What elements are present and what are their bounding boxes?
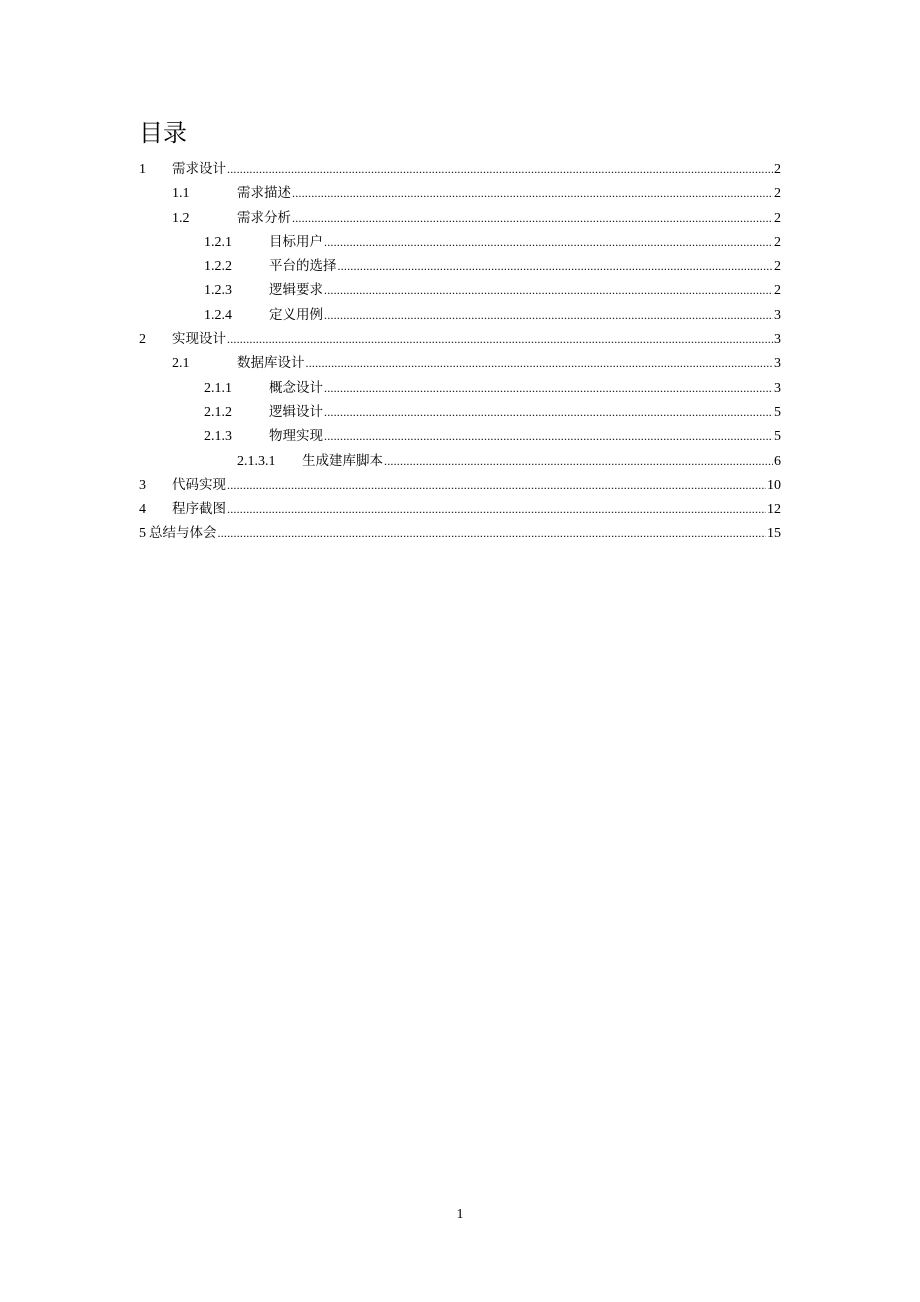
toc-entry[interactable] <box>139 473 781 497</box>
toc-entry-page: 12 <box>767 502 781 518</box>
toc-entry-page: 2 <box>774 186 781 202</box>
toc-entry-title: 程序截图 <box>172 501 226 518</box>
toc-entry-page: 5 <box>774 404 781 420</box>
toc-entry-page: 2 <box>774 162 781 177</box>
toc-entry[interactable] <box>139 400 781 424</box>
toc-entry-number: 2.1.2 <box>204 404 232 420</box>
toc-entry-number: 2.1 <box>172 356 190 372</box>
toc-entry-title: 概念设计 <box>269 379 323 396</box>
toc-entry-number: 2 <box>139 332 146 348</box>
toc-entry-number: 1.2 <box>172 210 190 226</box>
toc-entry-title: 需求描述 <box>237 185 291 202</box>
toc-entry-title: 目标用户 <box>269 233 323 250</box>
toc-entry-page: 2 <box>774 283 781 299</box>
toc-entry-number: 2.1.1 <box>204 380 232 396</box>
toc-entry-number: 1.1 <box>172 186 190 202</box>
toc-entry[interactable] <box>139 449 781 473</box>
toc-entry-title: 平台的选择 <box>269 258 337 275</box>
toc-entry[interactable] <box>139 424 781 448</box>
toc-entry-page: 3 <box>774 380 781 396</box>
toc-entry-title: 实现设计 <box>172 331 226 348</box>
toc-dot-leader <box>306 351 774 375</box>
toc-dot-leader <box>227 473 766 497</box>
toc-entry-page: 3 <box>774 356 781 372</box>
toc-entry-number: 1 <box>139 162 146 177</box>
toc-entry[interactable] <box>139 206 781 230</box>
toc-entry-number: 4 <box>139 502 146 518</box>
toc-dot-leader <box>324 424 773 448</box>
toc-entry-title: 数据库设计 <box>237 355 305 372</box>
toc-title: 目录 <box>139 119 187 147</box>
toc-entry-page: 10 <box>767 477 781 493</box>
toc-dot-leader <box>324 376 773 400</box>
toc-entry[interactable] <box>139 230 781 254</box>
toc-entry-title: 需求分析 <box>237 209 291 226</box>
toc-entry[interactable] <box>139 303 781 327</box>
toc-entry-number: 2.1.3 <box>204 429 232 445</box>
page-number: 1 <box>456 1207 464 1222</box>
toc-entry-page: 6 <box>774 453 781 469</box>
toc-entry-number: 5 <box>139 526 146 542</box>
toc-entry-title: 总结与体会 <box>149 525 217 542</box>
toc-dot-leader <box>227 327 773 351</box>
toc-entry[interactable] <box>139 521 781 545</box>
toc-entry-page: 2 <box>774 234 781 250</box>
toc-entry-page: 3 <box>774 307 781 323</box>
toc-entry-number: 1.2.2 <box>204 259 232 275</box>
toc-dot-leader <box>324 278 773 302</box>
toc-dot-leader <box>384 449 773 473</box>
toc-entry-page: 2 <box>774 210 781 226</box>
toc-entry-number: 2.1.3.1 <box>237 453 276 469</box>
toc-dot-leader <box>292 206 773 230</box>
toc-dot-leader <box>324 230 773 254</box>
toc-entry[interactable] <box>139 351 781 375</box>
toc-entry-page: 15 <box>767 526 781 542</box>
toc-entry-title: 逻辑设计 <box>269 403 323 420</box>
toc-entry[interactable] <box>139 376 781 400</box>
toc-entry-number: 3 <box>139 477 146 493</box>
toc-entry-number: 1.2.3 <box>204 283 232 299</box>
toc-entry-title: 逻辑要求 <box>269 282 323 299</box>
toc-entry-number: 1.2.1 <box>204 234 232 250</box>
toc-entry[interactable] <box>139 278 781 302</box>
toc-dot-leader <box>338 254 774 278</box>
toc-entry[interactable] <box>139 254 781 278</box>
toc-entry-title: 需求设计 <box>172 161 226 177</box>
toc-dot-leader <box>227 497 766 521</box>
toc-dot-leader <box>324 303 773 327</box>
toc-dot-leader <box>292 181 773 205</box>
toc-entry[interactable] <box>139 181 781 205</box>
toc-dot-leader <box>218 521 767 545</box>
toc-entry-page: 2 <box>774 259 781 275</box>
toc-entry[interactable] <box>139 327 781 351</box>
toc-entry-page: 3 <box>774 332 781 348</box>
toc-entry-title: 物理实现 <box>269 428 323 445</box>
toc-entry-title: 定义用例 <box>269 306 323 323</box>
toc-dot-leader <box>227 157 773 181</box>
toc-entry-title: 代码实现 <box>172 476 226 493</box>
toc-entry[interactable] <box>139 497 781 521</box>
toc-dot-leader <box>324 400 773 424</box>
table-of-contents <box>139 157 781 546</box>
toc-entry[interactable] <box>139 157 781 181</box>
toc-entry-number: 1.2.4 <box>204 307 232 323</box>
toc-entry-page: 5 <box>774 429 781 445</box>
toc-entry-title: 生成建库脚本 <box>302 452 383 469</box>
